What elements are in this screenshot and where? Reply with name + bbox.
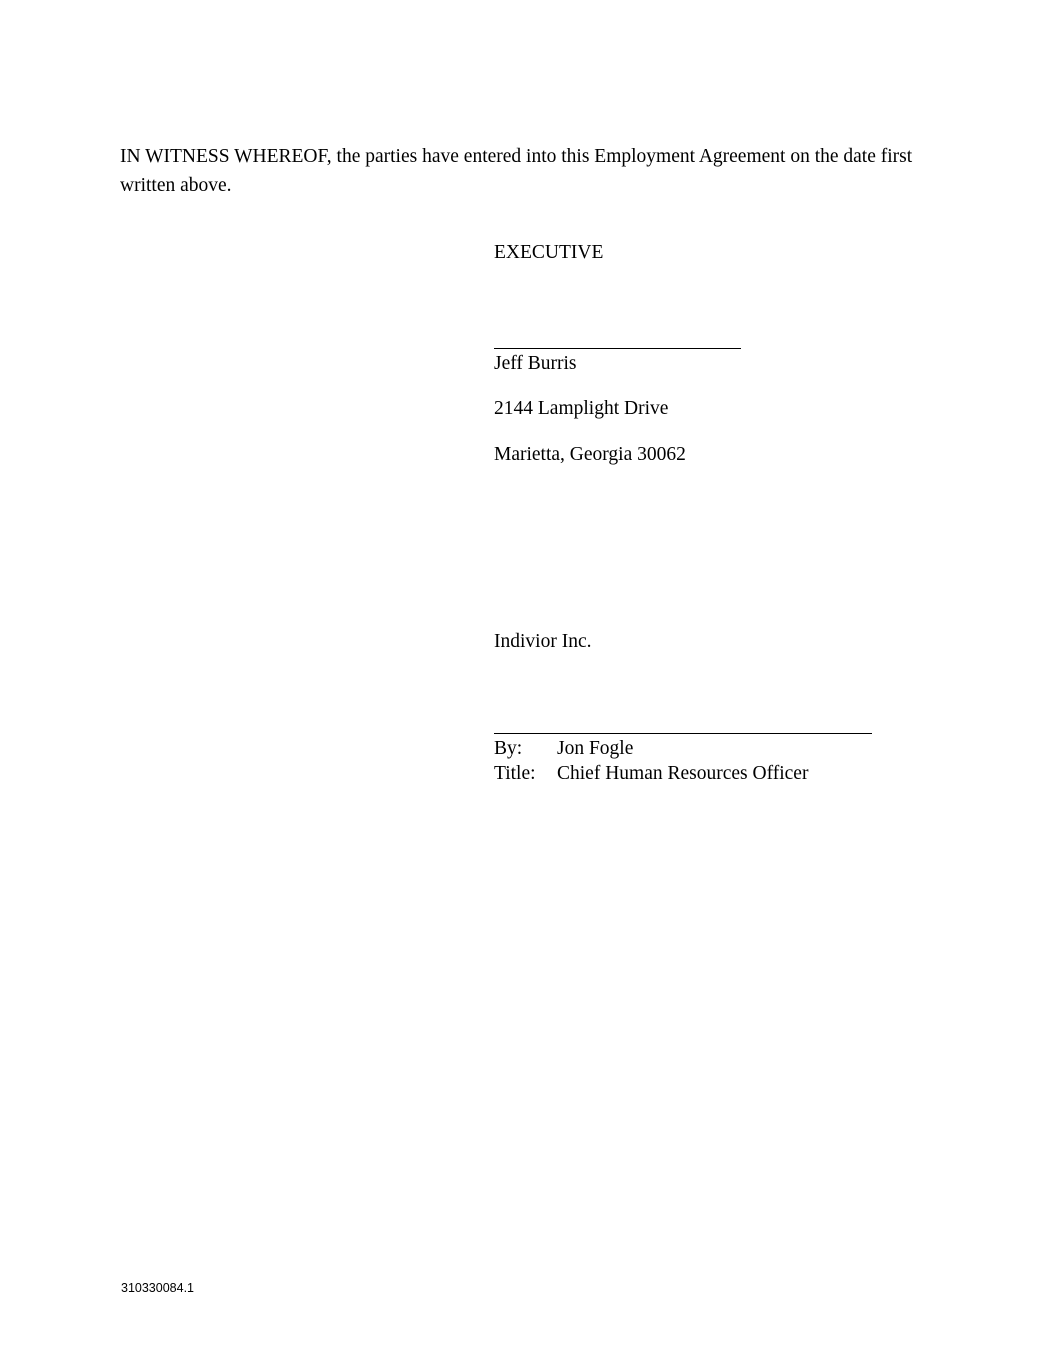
executive-name: Jeff Burris [494, 353, 577, 374]
company-title-label: Title: [494, 763, 536, 784]
company-by-row [494, 736, 808, 761]
intro-paragraph: IN WITNESS WHEREOF, the parties have entered into this Employment Agreement on the date first written above. [120, 145, 913, 196]
company-by-label: By: [494, 738, 523, 759]
executive-address-line-1: 2144 Lamplight Drive [494, 398, 669, 419]
executive-address-line-2: Marietta, Georgia 30062 [494, 444, 686, 465]
company-signature-details [494, 736, 808, 786]
company-signature-line [494, 733, 872, 734]
company-name: Indivior Inc. [494, 631, 592, 652]
company-by-value: Jon Fogle [557, 738, 634, 759]
company-title-value: Chief Human Resources Officer [557, 763, 809, 784]
company-title-row [494, 761, 808, 786]
executive-heading: EXECUTIVE [494, 242, 604, 263]
footer-document-id: 310330084.1 [121, 1281, 194, 1295]
